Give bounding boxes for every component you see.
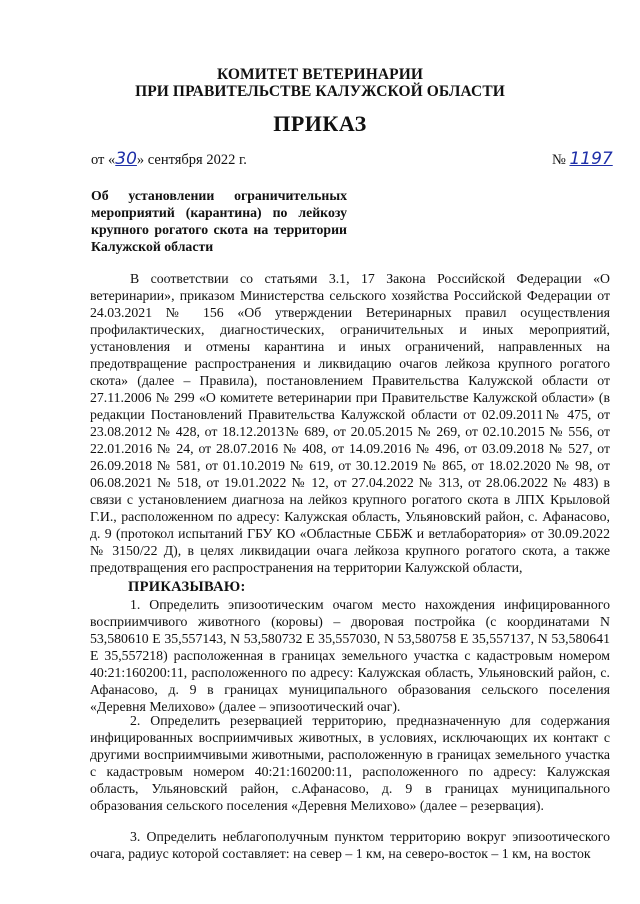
organization-affiliation: ПРИ ПРАВИТЕЛЬСТВЕ КАЛУЖСКОЙ ОБЛАСТИ bbox=[135, 83, 505, 100]
organization-name: КОМИТЕТ ВЕТЕРИНАРИИ bbox=[216, 66, 424, 83]
date-prefix: от « bbox=[91, 152, 116, 168]
date-suffix: » сентября 2022 г. bbox=[136, 152, 247, 168]
order-item-2: 2. Определить резервацией территорию, предназначенную для содержания инфицированных восприимчивых животных, в условиях, исключающих их контакт с другими восприимчивыми животными, расположенную в границах земельного участка с кадастровым номером 40:21:160200:11, расположенного по адресу: Калужская область, Ульяновский район, с.Афанасово, д. 9 в границах муниципального образования сельского поселения «Деревня Мелихово» (далее – резервация). bbox=[90, 713, 610, 813]
document-date bbox=[91, 149, 247, 169]
intro-paragraph: В соответствии со статьями 3.1, 17 Закона Российской Федерации «О ветеринарии», приказом Министерства сельского хозяйства Российской Федерации от 24.03.2021 № 156 «Об утверждении Ветеринарных правил осуществления профилактических, диагностических, ограничительных и иных мероприятий, установления и отмены карантина и иных ограничений, направленных на предотвращение распространения и ликвидацию очагов лейкоза крупного рогатого скота» (далее – Правила), постановлением Правительства Калужской области от 27.11.2006 № 299 «О комитете ветеринарии при Правительстве Калужской области» (в редакции Постановлений Правительства Калужской области от 02.09.2011№ 475, от 23.08.2012 № 428, от 18.12.2013№ 689, от 20.05.2015 № 269, от 02.10.2015 № 556, от 22.01.2016 № 24, от 28.07.2016 № 408, от 14.09.2016 № 496, от 03.09.2018 № 527, от 26.09.2018 № 581, от 01.10.2019 № 619, от 30.12.2019 № 865, от 18.02.2020 № 98, от 06.08.2021 № 518, от 19.01.2022 № 12, от 27.04.2022 № 313, от 28.06.2022 № 483) в связи с установлением диагноза на лейкоз крупного рогатого скота в ЛПХ Крыловой Г.И., расположенном по адресу: Калужская область, Ульяновский район, с. Афанасово, д. 9 (протокол испытаний ГБУ КО «Областные СББЖ и ветлаборатория» от 30.09.2022 № 3150/22 Д), в целях ликвидации очага лейкоза крупного рогатого скота, а также предотвращения его распространения на территории Калужской области, bbox=[90, 271, 610, 575]
order-item-1: 1. Определить эпизоотическим очагом место нахождения инфицированного восприимчивого животного (коровы) – дворовая постройка (с координатами N 53,580610 E 35,557143, N 53,580732 E 35,557030, N 53,580758 E 35,557137, N 53,580641 E 35,557218) расположенная в границах земельного участка с кадастровым номером 40:21:160200:11, расположенного по адресу: Калужская область, Ульяновский район, с. Афанасово, д. 9 в границах муниципального образования сельского поселения «Деревня Мелихово» (далее – эпизоотический очаг). bbox=[90, 597, 610, 714]
number-value-handwritten: 1197 bbox=[569, 149, 613, 169]
document-number bbox=[552, 149, 613, 169]
document-type-title: ПРИКАЗ bbox=[273, 111, 367, 136]
order-item-3: 3. Определить неблагополучным пунктом территорию вокруг эпизоотического очага, радиус которой составляет: на север – 1 км, на северо-восток – 1 км, на восток bbox=[90, 829, 610, 861]
document-subject: Об установлении ограничительных мероприятий (карантина) по лейкозу крупного рогатого скота на территории Калужской области bbox=[91, 188, 347, 254]
date-day-handwritten: 30 bbox=[115, 149, 137, 169]
order-heading: ПРИКАЗЫВАЮ: bbox=[128, 579, 246, 595]
number-prefix: № bbox=[552, 152, 570, 168]
